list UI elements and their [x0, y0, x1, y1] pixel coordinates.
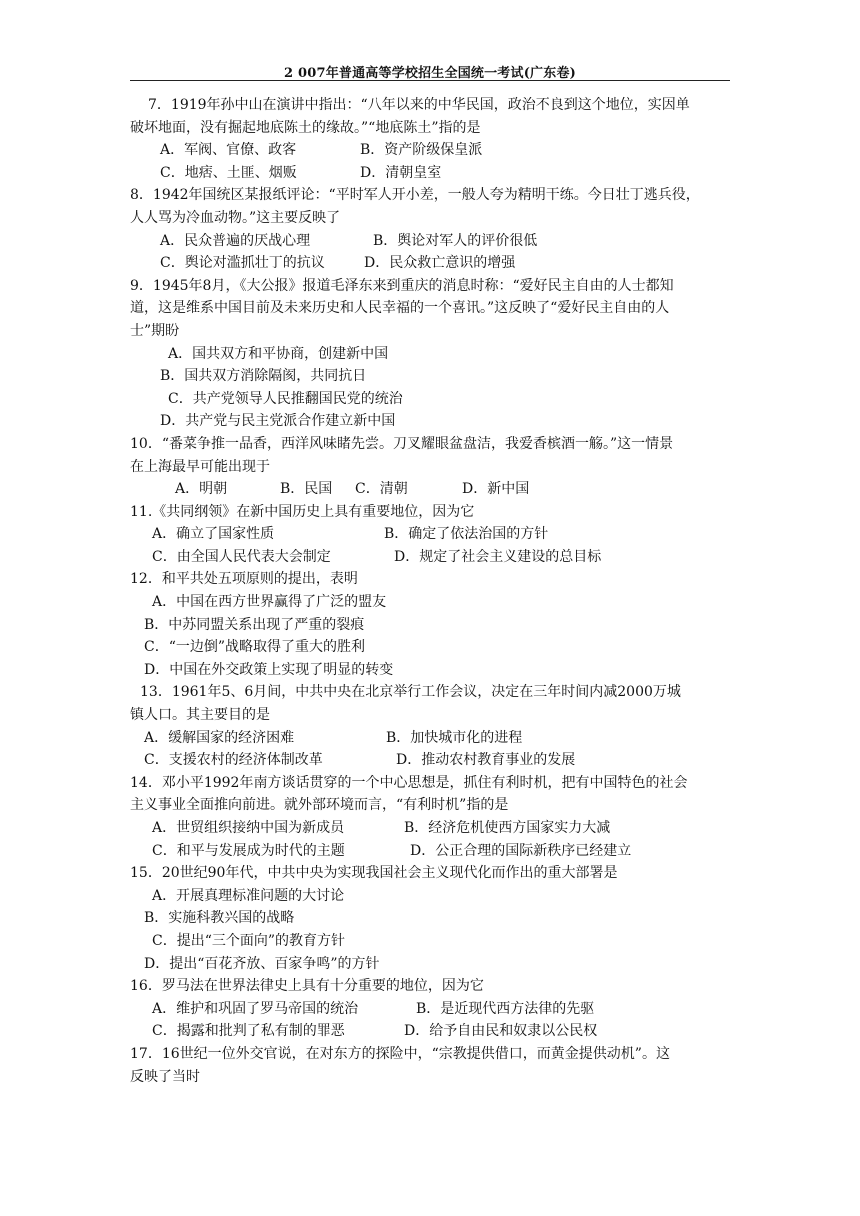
- answer-option: A．军阀、官僚、政客: [160, 142, 297, 159]
- question-text: 11.《共同纲领》在新中国历史上具有重要地位，因为它: [130, 503, 475, 520]
- question-text: 7．1919年孙中山在演讲中指出：“八年以来的中华民国，政治不良到这个地位，实因单: [148, 97, 690, 113]
- answer-option: C．支援农村的经济体制改革: [144, 752, 323, 769]
- option-row: [130, 546, 730, 569]
- option-row: [130, 727, 730, 750]
- answer-option: B．实施科教兴国的战略: [144, 910, 295, 927]
- question-text: 主义事业全面推向前进。就外部环境而言，“有利时机”指的是: [130, 797, 509, 814]
- question-block: [130, 975, 730, 1043]
- answer-option: A．国共双方和平协商，创建新中国: [168, 345, 389, 362]
- answer-option: C．揭露和批判了私有制的罪恶: [152, 1023, 345, 1040]
- answer-option: C．提出“三个面向”的教育方针: [152, 932, 346, 949]
- question-block: [130, 862, 730, 975]
- answer-option: C．共产党领导人民推翻国民党的统治: [168, 390, 403, 407]
- option-row: [130, 1020, 730, 1043]
- option-row: [130, 614, 730, 637]
- answer-option: D．中国在外交政策上实现了明显的转变: [144, 661, 394, 678]
- answer-option: B．国共双方消除隔阂，共同抗日: [160, 368, 367, 385]
- page-header: 2 007年普通高等学校招生全国统一考试(广东卷): [283, 66, 576, 81]
- option-row: [130, 523, 730, 546]
- answer-option: A．明朝: [175, 481, 228, 498]
- answer-option: D．民众救亡意识的增强: [364, 255, 516, 272]
- option-row: [130, 365, 730, 388]
- question-text: 士”期盼: [130, 322, 180, 339]
- answer-option: A．开展真理标准问题的大讨论: [152, 887, 345, 904]
- option-row: [130, 749, 730, 772]
- question-block: [130, 275, 730, 433]
- answer-option: A．中国在西方世界赢得了广泛的盟友: [152, 594, 387, 611]
- option-row: [130, 230, 730, 253]
- option-row: [130, 478, 730, 501]
- question-block: [130, 501, 730, 569]
- answer-option: C．舆论对滥抓壮丁的抗议: [160, 255, 325, 272]
- question-block: [130, 568, 730, 681]
- question-text: 反映了当时: [130, 1068, 200, 1085]
- option-row: [130, 953, 730, 976]
- question-text: 在上海最早可能出现于: [130, 458, 270, 475]
- question-block: [130, 1043, 730, 1088]
- answer-option: B．中苏同盟关系出现了严重的裂痕: [144, 616, 365, 633]
- question-block: [130, 772, 730, 862]
- answer-option: C．地痞、土匪、烟贩: [160, 164, 297, 181]
- header-rule: [130, 80, 730, 81]
- question-block: [130, 681, 730, 771]
- question-text: 16．罗马法在世界法律史上具有十分重要的地位，因为它: [130, 978, 484, 995]
- answer-option: C．清朝: [355, 481, 408, 498]
- answer-option: C．和平与发展成为时代的主题: [152, 842, 345, 859]
- answer-option: B．资产阶级保皇派: [360, 142, 483, 159]
- option-row: [130, 162, 730, 185]
- answer-option: B．民国: [280, 481, 333, 498]
- answer-option: D．提出“百花齐放、百家争鸣”的方针: [144, 955, 380, 972]
- question-text: 9．1945年8月，《大公报》报道毛泽东来到重庆的消息时称：“爱好民主自由的人士都知: [130, 277, 674, 294]
- answer-option: B．经济危机使西方国家实力大减: [404, 820, 611, 836]
- option-row: [130, 591, 730, 614]
- question-text: 镇人口。其主要目的是: [130, 707, 270, 724]
- option-row: [130, 817, 730, 840]
- option-row: [130, 840, 730, 863]
- answer-option: B．是近现代西方法律的先驱: [416, 1000, 595, 1017]
- answer-option: D．规定了社会主义建设的总目标: [394, 548, 602, 565]
- question-text: 12．和平共处五项原则的提出，表明: [130, 571, 358, 588]
- option-row: [130, 659, 730, 682]
- question-block: [130, 184, 730, 274]
- question-text: 14．邓小平1992年南方谈话贯穿的一个中心思想是，抓住有利时机，把有中国特色的社会: [130, 774, 688, 791]
- answer-option: A．维护和巩固了罗马帝国的统治: [152, 1000, 359, 1017]
- option-row: [130, 139, 730, 162]
- answer-option: B．舆论对军人的评价很低: [373, 232, 538, 249]
- answer-option: D．公正合理的国际新秩序已经建立: [410, 842, 632, 859]
- question-text: 15．20世纪90年代，中共中央为实现我国社会主义现代化而作出的重大部署是: [130, 865, 618, 882]
- answer-option: D．清朝皇室: [360, 164, 442, 181]
- option-row: [130, 907, 730, 930]
- option-row: [130, 636, 730, 659]
- option-row: [130, 388, 730, 411]
- answer-option: A．缓解国家的经济困难: [144, 729, 295, 746]
- question-text: 道，这是维系中国目前及未来历史和人民幸福的一个喜讯。”这反映了“爱好民主自由的人: [130, 300, 670, 317]
- answer-option: D．共产党与民主党派合作建立新中国: [160, 413, 396, 430]
- answer-option: B．加快城市化的进程: [386, 729, 523, 746]
- answer-option: A．世贸组织接纳中国为新成员: [152, 820, 345, 836]
- option-row: [130, 410, 730, 433]
- option-row: [130, 343, 730, 366]
- answer-option: D．推动农村教育事业的发展: [396, 752, 576, 769]
- answer-option: D．新中国: [462, 481, 530, 498]
- option-row: [130, 252, 730, 275]
- question-text: 破坏地面，没有掘起地底陈土的缘故。”“地底陈土”指的是: [130, 119, 481, 136]
- question-text: 8．1942年国统区某报纸评论：“平时军人开小差，一般人夸为精明干练。今日壮丁逃兵役，: [130, 187, 700, 204]
- question-text: 人人骂为冷血动物。”这主要反映了: [130, 209, 341, 226]
- question-text: 13．1961年5、6月间，中共中央在北京举行工作会议，决定在三年时间内减2000万城: [140, 684, 681, 701]
- option-row: [130, 998, 730, 1021]
- answer-option: C．由全国人民代表大会制定: [152, 548, 331, 565]
- question-block: [130, 433, 730, 501]
- answer-option: A．确立了国家性质: [152, 526, 275, 543]
- question-list: [130, 94, 730, 1088]
- question-block: [130, 94, 730, 184]
- question-text: 10．“番菜争推一品香，西洋风味睹先尝。刀叉耀眼盆盘洁，我爱香槟酒一觞。”这一情景: [130, 435, 674, 452]
- answer-option: C．“一边倒”战略取得了重大的胜利: [144, 639, 366, 656]
- option-row: [130, 930, 730, 953]
- answer-option: B．确定了依法治国的方针: [384, 526, 549, 543]
- answer-option: A．民众普遍的厌战心理: [160, 232, 311, 249]
- answer-option: D．给予自由民和奴隶以公民权: [404, 1023, 598, 1040]
- option-row: [130, 885, 730, 908]
- question-text: 17．16世纪一位外交官说，在对东方的探险中，“宗教提供借口，而黄金提供动机”。这: [130, 1045, 670, 1062]
